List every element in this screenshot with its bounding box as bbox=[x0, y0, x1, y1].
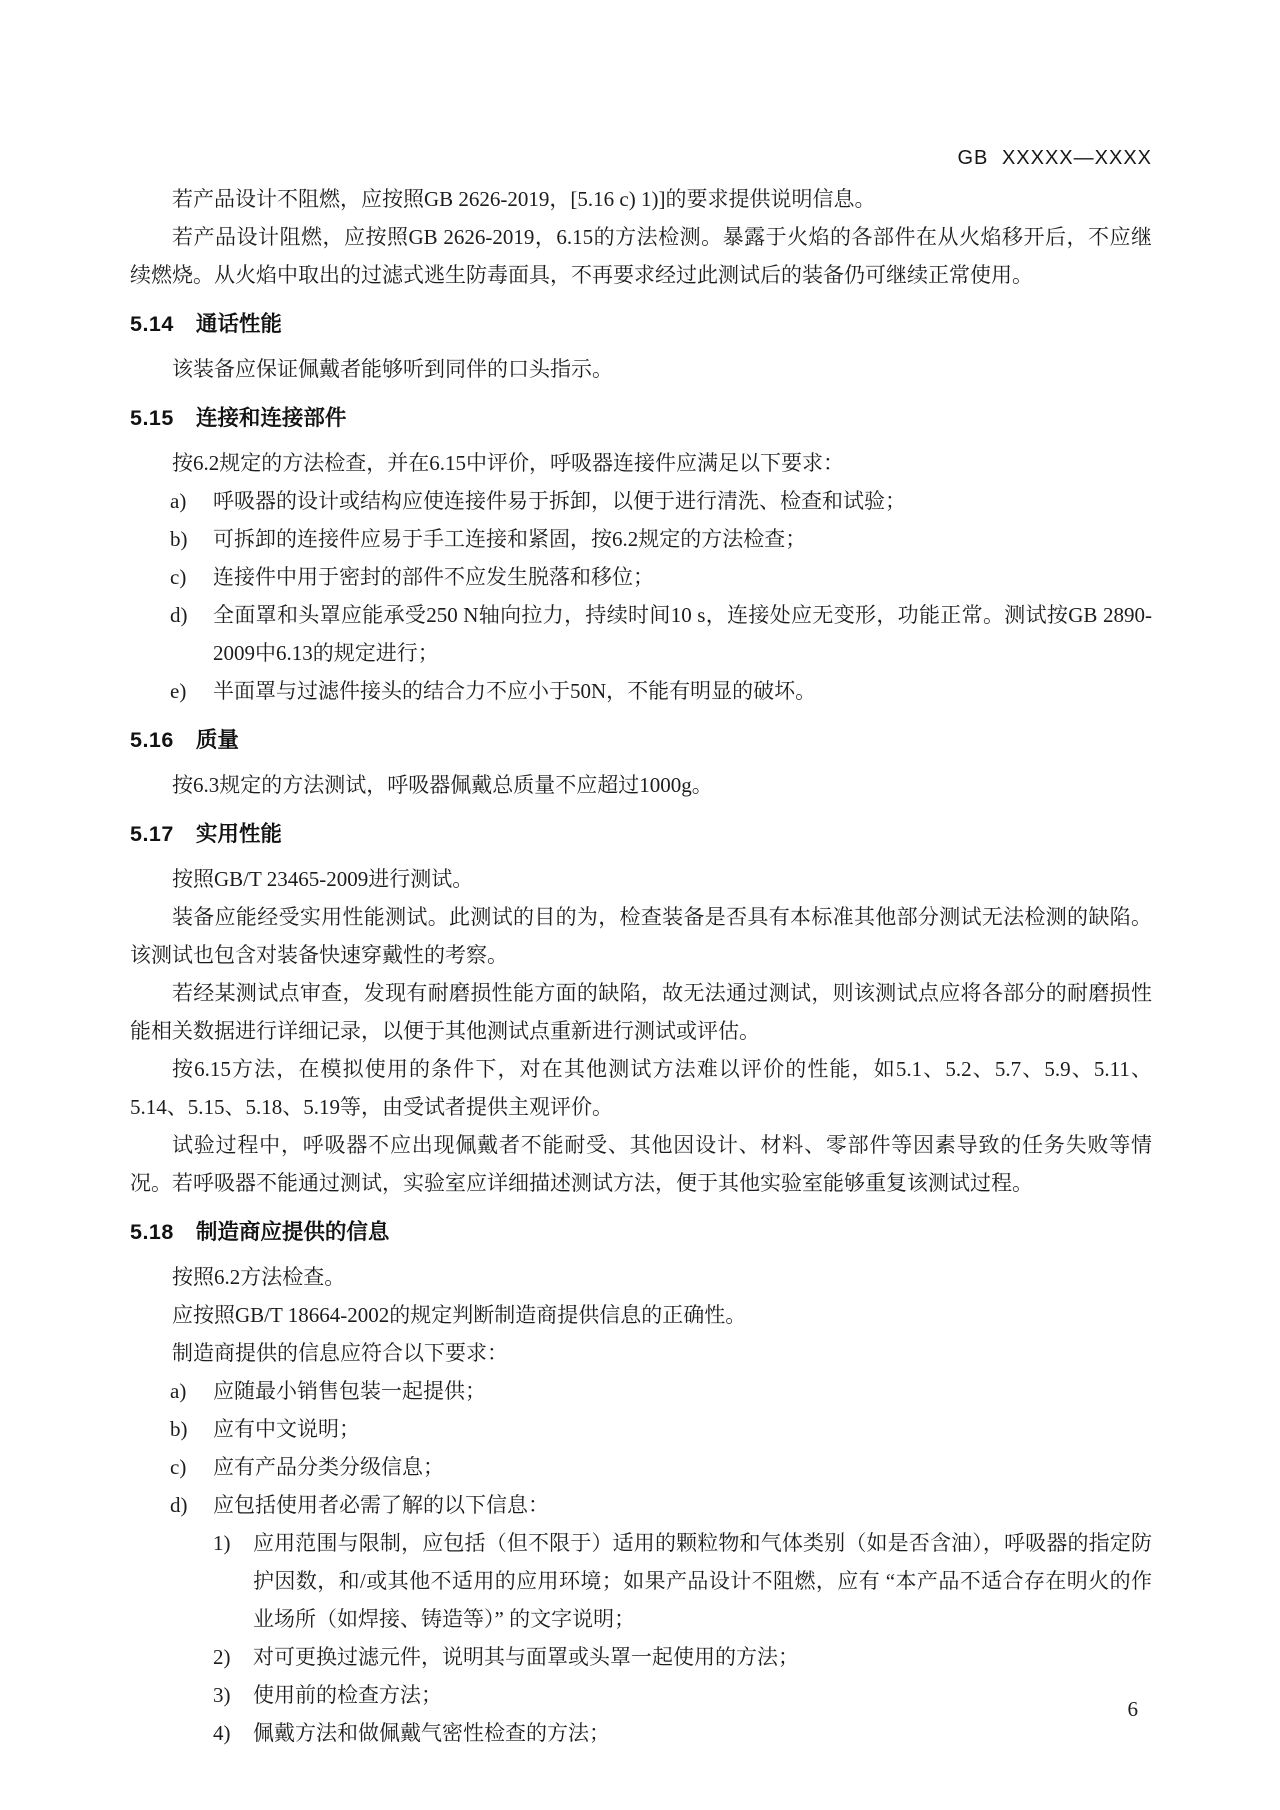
section-5-15-paragraph: 按6.2规定的方法检查，并在6.15中评价，呼吸器连接件应满足以下要求： bbox=[172, 451, 844, 475]
section-5-18-paragraph-3: 制造商提供的信息应符合以下要求： bbox=[172, 1341, 508, 1365]
list-item-text: 对可更换过滤元件，说明其与面罩或头罩一起使用的方法； bbox=[253, 1645, 799, 1669]
list-item-text: 使用前的检查方法； bbox=[253, 1683, 442, 1707]
list-item-text: 连接件中用于密封的部件不应发生脱落和移位； bbox=[213, 565, 654, 589]
section-5-17-paragraph-1: 按照GB/T 23465-2009进行测试。 bbox=[172, 867, 474, 891]
sub-list-item bbox=[213, 1638, 1152, 1676]
sub-list-item bbox=[213, 1524, 1152, 1638]
list-item-text: 应包括使用者必需了解的以下信息： bbox=[213, 1493, 549, 1517]
list-item-text: 佩戴方法和做佩戴气密性检查的方法； bbox=[253, 1721, 610, 1745]
section-heading-5-15 bbox=[130, 399, 1152, 437]
list-item bbox=[170, 672, 1152, 710]
list-item bbox=[170, 596, 1152, 672]
list-item-label: a) bbox=[170, 489, 187, 513]
section-5-17-paragraph-2: 装备应能经受实用性能测试。此测试的目的为，检查装备是否具有本标准其他部分测试无法检测的缺陷。该测试也包含对装备快速穿戴性的考察。 bbox=[130, 905, 1152, 967]
intro-paragraph-1: 若产品设计不阻燃，应按照GB 2626-2019，[5.16 c) 1)]的要求提供说明信息。 bbox=[172, 187, 876, 211]
section-number: 5.18 bbox=[130, 1220, 174, 1244]
list-item bbox=[170, 1372, 1152, 1410]
list-item bbox=[170, 1448, 1152, 1486]
section-5-16-paragraph: 按6.3规定的方法测试，呼吸器佩戴总质量不应超过1000g。 bbox=[172, 773, 713, 797]
list-item-label: c) bbox=[170, 1455, 187, 1479]
list-item-text: 可拆卸的连接件应易于手工连接和紧固，按6.2规定的方法检查； bbox=[213, 527, 807, 551]
list-item-label: b) bbox=[170, 1417, 188, 1441]
section-heading-5-16 bbox=[130, 721, 1152, 759]
sub-list-item bbox=[213, 1714, 1152, 1752]
section-title: 制造商应提供的信息 bbox=[195, 1220, 390, 1244]
list-item-text: 半面罩与过滤件接头的结合力不应小于50N，不能有明显的破坏。 bbox=[213, 679, 817, 703]
list-item-label: 1) bbox=[213, 1531, 231, 1555]
section-5-18-paragraph-2: 应按照GB/T 18664-2002的规定判断制造商提供信息的正确性。 bbox=[172, 1303, 747, 1327]
list-item-text: 呼吸器的设计或结构应使连接件易于拆卸，以便于进行清洗、检查和试验； bbox=[213, 489, 906, 513]
list-item-label: 2) bbox=[213, 1645, 231, 1669]
list-item-label: a) bbox=[170, 1379, 187, 1403]
document-code: GB XXXXX—XXXX bbox=[957, 147, 1152, 169]
list-item-text: 应有中文说明； bbox=[213, 1417, 360, 1441]
section-number: 5.17 bbox=[130, 822, 174, 846]
section-5-17-paragraph-5: 试验过程中，呼吸器不应出现佩戴者不能耐受、其他因设计、材料、零部件等因素导致的任务失败等情况。若呼吸器不能通过测试，实验室应详细描述测试方法，便于其他实验室能够重复该测试过程。 bbox=[130, 1133, 1152, 1195]
list-item bbox=[170, 482, 1152, 520]
section-title: 通话性能 bbox=[195, 312, 282, 336]
document-content bbox=[130, 180, 1152, 1752]
section-5-18-sub-list bbox=[130, 1524, 1152, 1752]
section-number: 5.15 bbox=[130, 406, 174, 430]
list-item bbox=[170, 558, 1152, 596]
page-number: 6 bbox=[1127, 1697, 1138, 1721]
section-5-14-paragraph: 该装备应保证佩戴者能够听到同伴的口头指示。 bbox=[172, 357, 613, 381]
list-item-text: 应用范围与限制，应包括（但不限于）适用的颗粒物和气体类别（如是否含油），呼吸器的指定防护因数，和/或其他不适用的应用环境；如果产品设计不阻燃，应有 “本产品不适合存在明火的作业场所（如焊接、铸造等）” 的文字说明； bbox=[253, 1531, 1152, 1631]
list-item-text: 全面罩和头罩应能承受250 N轴向拉力，持续时间10 s，连接处应无变形，功能正常。测试按GB 2890-2009中6.13的规定进行； bbox=[213, 603, 1152, 665]
section-title: 实用性能 bbox=[195, 822, 282, 846]
list-item-text: 应有产品分类分级信息； bbox=[213, 1455, 444, 1479]
section-heading-5-14 bbox=[130, 305, 1152, 343]
list-item bbox=[170, 1486, 1152, 1524]
list-item-label: e) bbox=[170, 679, 187, 703]
section-5-17-paragraph-4: 按6.15方法，在模拟使用的条件下，对在其他测试方法难以评价的性能，如5.1、5.2、5.7、5.9、5.11、5.14、5.15、5.18、5.19等，由受试者提供主观评价。 bbox=[130, 1057, 1152, 1119]
section-heading-5-17 bbox=[130, 815, 1152, 853]
list-item bbox=[170, 1410, 1152, 1448]
list-item-label: 3) bbox=[213, 1683, 231, 1707]
sub-list-item bbox=[213, 1676, 1152, 1714]
section-5-17-paragraph-3: 若经某测试点审查，发现有耐磨损性能方面的缺陷，故无法通过测试，则该测试点应将各部分的耐磨损性能相关数据进行详细记录，以便于其他测试点重新进行测试或评估。 bbox=[130, 981, 1152, 1043]
list-item-label: 4) bbox=[213, 1721, 231, 1745]
section-title: 连接和连接部件 bbox=[195, 406, 347, 430]
section-number: 5.14 bbox=[130, 312, 174, 336]
list-item-text: 应随最小销售包装一起提供； bbox=[213, 1379, 486, 1403]
list-item-label: b) bbox=[170, 527, 188, 551]
list-item-label: d) bbox=[170, 1493, 188, 1517]
section-5-15-list bbox=[130, 482, 1152, 710]
section-title: 质量 bbox=[195, 728, 239, 752]
section-number: 5.16 bbox=[130, 728, 174, 752]
section-5-18-list bbox=[130, 1372, 1152, 1524]
list-item bbox=[170, 520, 1152, 558]
section-5-18-paragraph-1: 按照6.2方法检查。 bbox=[172, 1265, 346, 1289]
list-item-label: c) bbox=[170, 565, 187, 589]
intro-paragraph-2: 若产品设计阻燃，应按照GB 2626-2019，6.15的方法检测。暴露于火焰的各部件在从火焰移开后，不应继续燃烧。从火焰中取出的过滤式逃生防毒面具，不再要求经过此测试后的装备仍可继续正常使用。 bbox=[130, 225, 1152, 287]
section-heading-5-18 bbox=[130, 1213, 1152, 1251]
list-item-label: d) bbox=[170, 603, 188, 627]
